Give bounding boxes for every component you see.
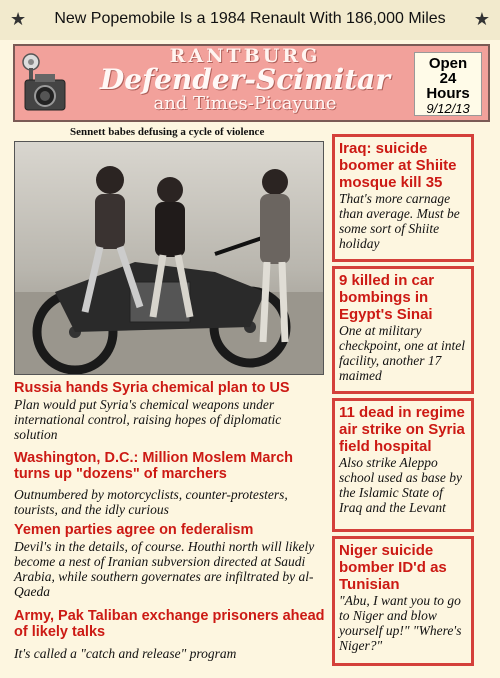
left-story-4-body: It's called a "catch and release" program xyxy=(14,646,237,661)
photo-caption: Sennett babes defusing a cycle of violence xyxy=(70,126,265,138)
side-story-3[interactable] xyxy=(332,398,474,532)
side-story-2[interactable] xyxy=(332,266,474,394)
masthead-line-2: Defender-Scimitar xyxy=(99,63,391,96)
issue-date: 9/12/13 xyxy=(426,101,470,116)
top-banner xyxy=(0,0,500,40)
lead-photo[interactable] xyxy=(14,141,324,375)
side-story-3-body: Also strike Aleppo school used as base by the Islamic State of Iraq and the Levant xyxy=(339,455,462,515)
side-story-4-body: "Abu, I want you to go to Niger and blow yourself up!" "Where's Niger?" xyxy=(339,593,462,653)
left-story-1-body: Plan would put Syria's chemical weapons under international control, raising hopes of diplomatic solution xyxy=(14,397,282,442)
hours-badge xyxy=(414,52,482,116)
left-story-3-headline[interactable]: Yemen parties agree on federalism xyxy=(14,522,254,538)
star-icon-left: ★ xyxy=(10,9,27,30)
side-story-4-headline[interactable]: Niger suicide bomber ID'd as Tunisian xyxy=(339,542,447,593)
side-story-1-body: That's more carnage than average. Must be some sort of Shiite holiday xyxy=(339,191,460,251)
side-story-3-headline[interactable]: 11 dead in regime air strike on Syria field hospital xyxy=(339,404,465,455)
masthead xyxy=(13,44,490,122)
hours-label: Hours xyxy=(426,85,470,102)
left-story-1-headline[interactable]: Russia hands Syria chemical plan to US xyxy=(14,380,290,396)
left-story-3-body: Devil's in the details, of course. Houthi north will likely become a nest of Iranian subversion directed at Saudi Arabia, while southern governates are infiltrated by al-Qaeda xyxy=(14,539,315,599)
hours-24: 24 xyxy=(439,70,457,87)
star-icon-right: ★ xyxy=(473,9,490,30)
side-story-4[interactable] xyxy=(332,536,474,666)
camera-icon xyxy=(21,52,69,114)
motorcycle-photo-illustration xyxy=(15,142,323,374)
side-story-1-headline[interactable]: Iraq: suicide boomer at Shiite mosque kill 35 xyxy=(339,140,457,191)
side-story-2-body: One at military checkpoint, one at intel facility, another 17 maimed xyxy=(339,323,465,383)
left-story-2-body: Outnumbered by motorcyclists, counter-protesters, tourists, and the idly curious xyxy=(14,487,288,517)
top-headline[interactable]: New Popemobile Is a 1984 Renault With 186,000 Miles xyxy=(54,10,446,27)
left-story-4-headline[interactable]: Army, Pak Taliban exchange prisoners ahead of likely talks xyxy=(14,608,325,640)
left-story-2-headline[interactable]: Washington, D.C.: Million Moslem March turns up "dozens" of marchers xyxy=(14,450,293,482)
side-story-1[interactable] xyxy=(332,134,474,262)
masthead-line-1: RANTBURG xyxy=(169,45,321,67)
masthead-title xyxy=(75,46,415,114)
hours-open: Open xyxy=(428,55,468,72)
side-story-2-headline[interactable]: 9 killed in car bombings in Egypt's Sinai xyxy=(339,272,435,323)
masthead-line-3: and Times-Picayune xyxy=(153,93,337,114)
